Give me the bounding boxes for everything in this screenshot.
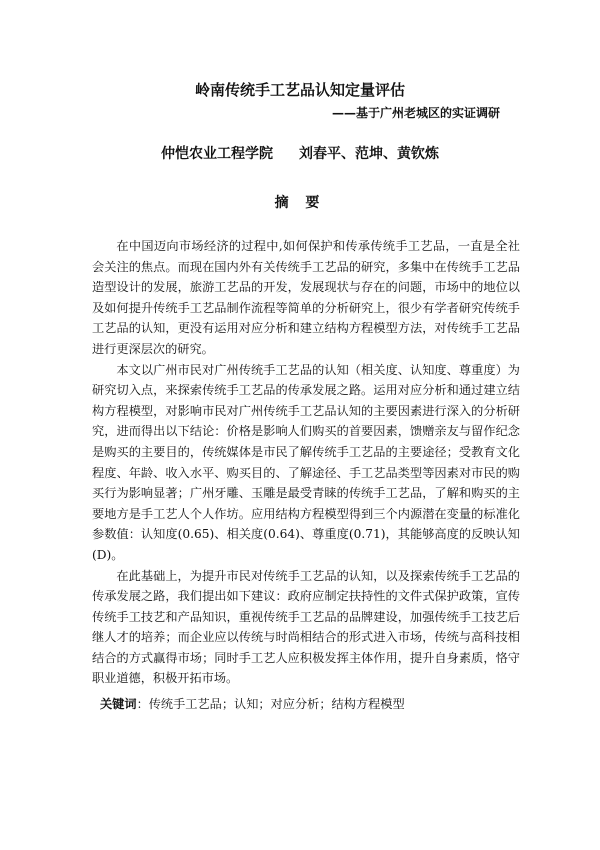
affiliation: 仲恺农业工程学院 (161, 146, 273, 162)
abstract-heading: 摘 要 (274, 195, 326, 211)
keywords-list: ：传统手工艺品；认知；对应分析；结构方程模型 (136, 697, 405, 711)
paper-title: 岭南传统手工艺品认知定量评估 (194, 81, 405, 99)
abstract-paragraph-1: 在中国迈向市场经济的过程中,如何保护和传承传统手工艺品，一直是全社会关注的焦点。而现在国内外有关传统手工艺品的研究，多集中在传统手工艺品造型设计的发展，旅游工艺品的开发，发展现状与存在的问题，市场中的地位以及如何提升传统手工艺品制作流程等简单的分析研究上，很少有学者研究传统手工艺品的认知，更没有运用对应分析和建立结构方程模型方法，对传统手工艺品进行更深层次的研究。 (92, 239, 520, 356)
author-names: 刘春平、范坤、黄钦炼 (299, 146, 439, 162)
paper-subtitle: ——基于广州老城区的实证调研 (331, 106, 500, 120)
keywords-line (100, 695, 405, 712)
abstract-paragraph-3: 在此基础上，为提升市民对传统手工艺品的认知，以及探索传统手工艺品的传承发展之路，我们提出如下建议：政府应制定扶持性的文件式保护政策，宣传传统手工技艺和产品知识，重视传统手工艺品的品牌建设，加强传统手工技艺后继人才的培养；而企业应以传统与时尚相结合的形式进入市场，传统与高科技相结合的方式赢得市场；同时手工艺人应积极发挥主体作用，提升自身素质，恪守职业道德，积极开拓市场。 (92, 568, 520, 686)
abstract-body (92, 236, 520, 689)
keywords-label: 关键词 (100, 697, 137, 711)
abstract-paragraph-2: 本文以广州市民对广州传统手工艺品的认知（相关度、认知度、尊重度）为研究切入点，来探索传统手工艺品的传承发展之路。运用对应分析和通过建立结构方程模型，对影响市民对广州传统手工艺品认知的主要因素进行深入的分析研究，进而得出以下结论：价格是影响人们购买的首要因素，馈赠亲友与留作纪念是购买的主要目的，传统媒体是市民了解传统手工艺品的主要途径；受教育文化程度、年龄、收入水平、购买目的、了解途径、手工艺品类型等因素对市民的购买行为影响显著；广州牙雕、玉雕是最受青睐的传统手工艺品，了解和购买的主要地方是手工艺人个人作坊。应用结构方程模型得到三个内源潜在变量的标准化参数值：认知度(0.65)、相关度(0.64)、尊重度(0.71)，其能够高度的反映认知(D)。 (92, 362, 520, 562)
